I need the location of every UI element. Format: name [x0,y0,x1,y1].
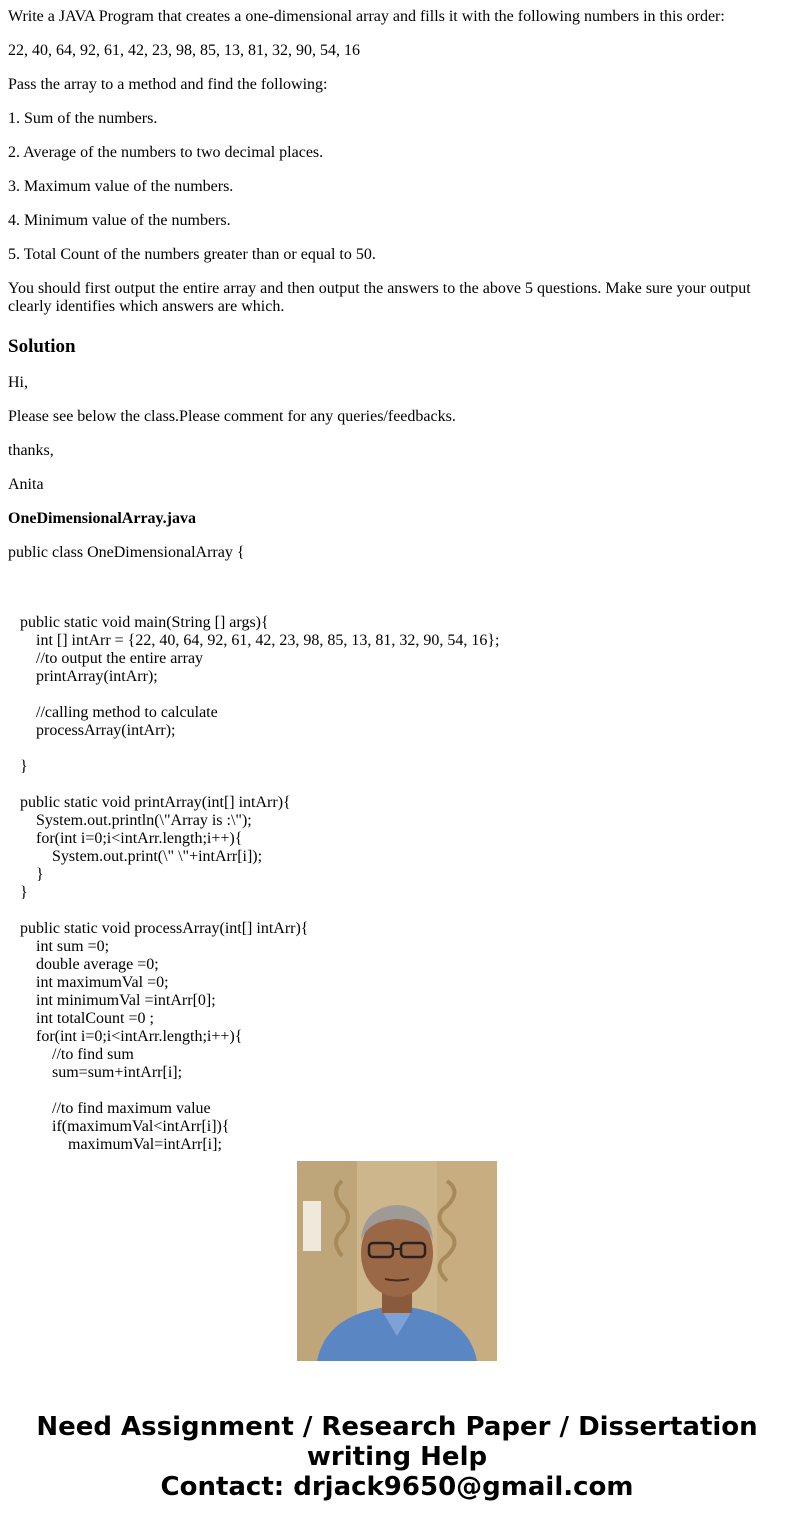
solution-thanks: thanks, [8,442,54,459]
code-line [8,776,788,794]
code-block [8,578,788,1153]
code-line [8,740,788,758]
solution-author: Anita [8,476,44,493]
code-line: //to output the entire array [8,650,204,667]
code-line: maximumVal=intArr[i]; [8,1136,222,1153]
promo-line-2: writing Help [306,1442,488,1472]
code-line: double average =0; [8,956,159,973]
code-line: System.out.print(\" \"+intArr[i]); [8,848,263,865]
question-item-1: 1. Sum of the numbers. [8,110,158,127]
code-line [8,596,788,614]
code-line: } [8,758,28,775]
code-line: } [8,884,28,901]
class-declaration: public class OneDimensionalArray { [8,544,245,561]
code-line: public static void main(String [] args){ [8,614,269,631]
question-item-4: 4. Minimum value of the numbers. [8,212,231,229]
question-item-2: 2. Average of the numbers to two decimal places. [8,144,324,161]
question-item-5: 5. Total Count of the numbers greater than or equal to 50. [8,246,376,263]
solution-heading: Solution [8,336,76,357]
promo-contact: Contact: drjack9650@gmail.com [160,1472,634,1502]
code-line: printArray(intArr); [8,668,158,685]
solution-filename [8,510,786,528]
code-line: public static void processArray(int[] intArr){ [8,920,309,937]
code-line: int totalCount =0 ; [8,1010,154,1027]
code-line: System.out.println(\"Array is :\"); [8,812,252,829]
code-line [8,578,788,596]
question-intro: Write a JAVA Program that creates a one-dimensional array and fills it with the following numbers in this order: [8,8,725,25]
code-line: //to find sum [8,1046,134,1063]
question-pass: Pass the array to a method and find the following: [8,76,328,93]
promo-line-1: Need Assignment / Research Paper / Dissertation [36,1412,758,1442]
code-line: sum=sum+intArr[i]; [8,1064,183,1081]
code-line: int sum =0; [8,938,110,955]
code-line: } [8,866,44,883]
filename-text: OneDimensionalArray.java [8,510,196,527]
author-avatar [297,1161,497,1361]
question-numbers: 22, 40, 64, 92, 61, 42, 23, 98, 85, 13, 81, 32, 90, 54, 16 [8,42,360,59]
code-line: //to find maximum value [8,1100,211,1117]
code-line: int [] intArr = {22, 40, 64, 92, 61, 42, 23, 98, 85, 13, 81, 32, 90, 54, 16}; [8,632,500,649]
code-line: //calling method to calculate [8,704,218,721]
code-line: int minimumVal =intArr[0]; [8,992,216,1009]
document-body [0,8,794,562]
solution-greeting: Hi, [8,374,28,391]
promo-banner [0,1412,794,1502]
code-line: public static void printArray(int[] intArr){ [8,794,291,811]
code-line [8,1082,788,1100]
code-line: for(int i=0;i<intArr.length;i++){ [8,830,243,847]
question-instructions: You should first output the entire array and then output the answers to the above 5 questions. Make sure your output clearly identifies which answers are which. [8,280,751,315]
code-line: int maximumVal =0; [8,974,169,991]
question-item-3: 3. Maximum value of the numbers. [8,178,234,195]
author-photo [297,1161,497,1361]
solution-note: Please see below the class.Please comment for any queries/feedbacks. [8,408,456,425]
code-line: processArray(intArr); [8,722,176,739]
code-line [8,686,788,704]
code-line: if(maximumVal<intArr[i]){ [8,1118,230,1135]
code-line: for(int i=0;i<intArr.length;i++){ [8,1028,243,1045]
code-line [8,902,788,920]
